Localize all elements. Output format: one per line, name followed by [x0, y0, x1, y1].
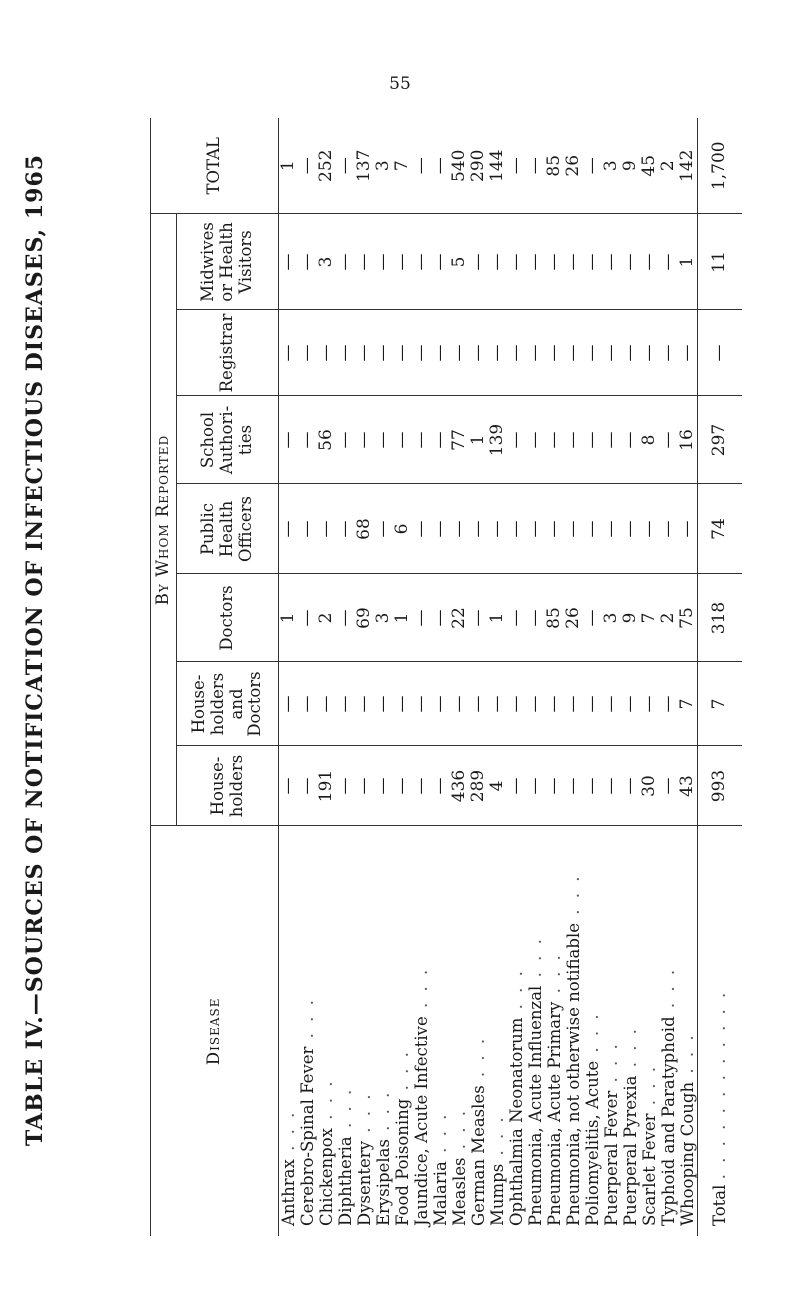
cell-midwives: —: [507, 214, 526, 310]
cell-householders-doctors: —: [640, 662, 659, 746]
cell-registrar: —: [374, 310, 393, 396]
disease-name: Puerperal Fever: [602, 1090, 621, 1226]
cell-doctors: —: [507, 574, 526, 662]
cell-total: 26: [563, 154, 583, 177]
cell-midwives: —: [640, 214, 659, 310]
cell-doctors: 1: [393, 574, 412, 662]
cell-midwives: —: [583, 214, 602, 310]
notification-table-rotated: [150, 118, 730, 1236]
leader-dots: . . .: [545, 952, 564, 1002]
cell-registrar: —: [469, 310, 488, 396]
cell-doctors: 26: [564, 574, 583, 662]
table-row: [526, 118, 545, 1236]
cell-midwives: 5: [450, 214, 469, 310]
cell-total: —: [430, 157, 450, 175]
cell-registrar: —: [564, 310, 583, 396]
cell-public-health: —: [279, 484, 299, 574]
cell-householders-doctors: —: [412, 662, 431, 746]
cell-school: 16: [678, 396, 698, 484]
cell-total: 137: [354, 149, 374, 182]
cell-school: —: [526, 396, 545, 484]
cell-householders-doctors: —: [355, 662, 374, 746]
disease-name: Ophthalmia Neonatorum: [507, 1017, 526, 1226]
disease-name: Pneumonia, Acute Influenzal: [526, 985, 545, 1226]
cell-householders-doctors: —: [507, 662, 526, 746]
col-header-school: School Authori-ties: [198, 405, 255, 475]
disease-name: Erysipelas: [374, 1139, 393, 1226]
cell-doctors: —: [469, 574, 488, 662]
total-midwives: 11: [698, 214, 742, 310]
col-header-doctors: Doctors: [217, 585, 237, 651]
cell-householders-doctors: 7: [678, 662, 698, 746]
table-row: [488, 118, 507, 1236]
cell-doctors: —: [431, 574, 450, 662]
cell-registrar: —: [507, 310, 526, 396]
cell-householders-doctors: —: [659, 662, 678, 746]
table-row: [374, 118, 393, 1236]
cell-public-health: —: [298, 484, 317, 574]
cell-householders: —: [545, 746, 564, 826]
cell-midwives: —: [659, 214, 678, 310]
leader-dots: . . .: [412, 966, 431, 1017]
disease-name: Anthrax: [279, 1159, 298, 1226]
cell-public-health: —: [678, 484, 698, 574]
cell-school: —: [374, 396, 393, 484]
table-row: [564, 118, 583, 1236]
cell-registrar: —: [602, 310, 621, 396]
cell-registrar: —: [279, 310, 299, 396]
cell-householders: —: [393, 746, 412, 826]
cell-householders: —: [507, 746, 526, 826]
table-row: [412, 118, 431, 1236]
cell-midwives: —: [545, 214, 564, 310]
cell-school: 77: [450, 396, 469, 484]
cell-doctors: 2: [659, 574, 678, 662]
table-body: [279, 118, 698, 1236]
cell-total: 290: [468, 149, 488, 182]
cell-total: 1: [278, 160, 298, 172]
cell-public-health: —: [640, 484, 659, 574]
total-registrar: —: [698, 310, 742, 396]
cell-registrar: —: [431, 310, 450, 396]
leader-dots: . . .: [583, 1011, 602, 1061]
col-header-public-health: Public Health Officers: [198, 496, 255, 562]
cell-registrar: —: [412, 310, 431, 396]
cell-registrar: —: [488, 310, 507, 396]
cell-school: —: [412, 396, 431, 484]
leader-dots: . . .: [602, 1041, 621, 1091]
leader-dots: . . .: [640, 1064, 659, 1114]
cell-midwives: —: [412, 214, 431, 310]
disease-header: Disease: [204, 997, 224, 1066]
page-number: 55: [389, 74, 411, 94]
cell-school: —: [507, 396, 526, 484]
disease-name: Food Poisoning: [393, 1098, 412, 1226]
cell-midwives: —: [526, 214, 545, 310]
cell-doctors: —: [298, 574, 317, 662]
cell-householders: —: [564, 746, 583, 826]
col-header-householders-doctors: House-holders and Doctors: [188, 671, 265, 737]
leader-dots: . . .: [507, 968, 526, 1018]
table-row: [279, 118, 299, 1236]
cell-householders-doctors: —: [488, 662, 507, 746]
cell-public-health: —: [469, 484, 488, 574]
leader-dots: . . .: [678, 1032, 697, 1082]
cell-total: 3: [601, 160, 621, 172]
table-row: [640, 118, 659, 1236]
cell-public-health: —: [545, 484, 564, 574]
cell-registrar: —: [317, 310, 336, 396]
leader-dots: . . .: [317, 1078, 336, 1129]
leader-dots: . . .: [374, 1089, 393, 1140]
cell-school: 139: [488, 396, 507, 484]
cell-householders-doctors: —: [583, 662, 602, 746]
disease-name: Mumps: [488, 1163, 507, 1226]
leader-dots: . . .: [336, 1086, 355, 1137]
cell-total: 252: [316, 149, 336, 182]
notification-table: [150, 118, 742, 1236]
table-row: [336, 118, 355, 1236]
table-row: [469, 118, 488, 1236]
cell-school: —: [659, 396, 678, 484]
cell-public-health: 68: [355, 484, 374, 574]
cell-public-health: 6: [393, 484, 412, 574]
table-row: [431, 118, 450, 1236]
table-row: [583, 118, 602, 1236]
cell-public-health: —: [507, 484, 526, 574]
cell-school: —: [279, 396, 299, 484]
cell-doctors: 22: [450, 574, 469, 662]
cell-householders-doctors: —: [336, 662, 355, 746]
cell-householders: —: [279, 746, 299, 826]
cell-total: 142: [677, 149, 697, 182]
cell-householders: —: [583, 746, 602, 826]
leader-dots: . . .: [355, 1091, 374, 1141]
disease-name: Diphtheria: [336, 1136, 355, 1226]
leader-dots: . . .: [659, 966, 678, 1017]
cell-registrar: —: [298, 310, 317, 396]
disease-name: Scarlet Fever: [640, 1113, 659, 1226]
leader-dots: . . .: [564, 873, 583, 923]
cell-doctors: 3: [374, 574, 393, 662]
leader-dots: . . .: [279, 1109, 298, 1160]
cell-total: 7: [392, 160, 412, 172]
cell-householders: 289: [469, 746, 488, 826]
disease-name: Pneumonia, not otherwise notifiable: [564, 922, 583, 1226]
total-label: Total: [710, 1184, 730, 1226]
table-row: [355, 118, 374, 1236]
disease-name: Jaundice, Acute Infective: [412, 1016, 431, 1226]
cell-doctors: 1: [488, 574, 507, 662]
cell-householders: 30: [640, 746, 659, 826]
table-row: [507, 118, 526, 1236]
cell-householders: —: [526, 746, 545, 826]
disease-name: Whooping Cough: [678, 1081, 697, 1226]
cell-householders: —: [355, 746, 374, 826]
cell-midwives: —: [564, 214, 583, 310]
cell-householders: —: [621, 746, 640, 826]
cell-public-health: —: [336, 484, 355, 574]
disease-name: Typhoid and Paratyphoid: [659, 1016, 678, 1226]
table-title: TABLE IV.—SOURCES OF NOTIFICATION OF INFECTIOUS DISEASES, 1965: [22, 153, 48, 1147]
disease-name: Measles: [450, 1157, 469, 1226]
cell-householders: —: [374, 746, 393, 826]
cell-school: —: [355, 396, 374, 484]
leader-dots: . . .: [393, 1049, 412, 1099]
cell-householders-doctors: —: [469, 662, 488, 746]
total-doctors: 318: [698, 574, 742, 662]
table-row: [659, 118, 678, 1236]
cell-householders-doctors: —: [602, 662, 621, 746]
cell-total: —: [335, 157, 355, 175]
cell-registrar: —: [336, 310, 355, 396]
cell-school: 8: [640, 396, 659, 484]
table-title-container: [15, 60, 55, 1240]
cell-midwives: —: [393, 214, 412, 310]
cell-doctors: 69: [355, 574, 374, 662]
cell-total: —: [411, 157, 431, 175]
cell-school: 56: [317, 396, 336, 484]
cell-householders-doctors: —: [317, 662, 336, 746]
cell-total: —: [525, 157, 545, 175]
cell-school: —: [431, 396, 450, 484]
cell-householders-doctors: —: [564, 662, 583, 746]
cell-registrar: —: [545, 310, 564, 396]
table-row: [602, 118, 621, 1236]
col-header-registrar: Registrar: [217, 313, 237, 393]
cell-public-health: —: [583, 484, 602, 574]
cell-householders-doctors: —: [526, 662, 545, 746]
total-public-health: 74: [698, 484, 742, 574]
cell-householders: 43: [678, 746, 698, 826]
cell-doctors: 1: [279, 574, 299, 662]
cell-total: —: [297, 157, 317, 175]
cell-public-health: —: [488, 484, 507, 574]
cell-public-health: —: [450, 484, 469, 574]
cell-school: —: [583, 396, 602, 484]
table-row: [393, 118, 412, 1236]
leader-dots: . . .: [450, 1108, 469, 1158]
header-row-group: [151, 118, 177, 1236]
cell-school: —: [298, 396, 317, 484]
table-row: [298, 118, 317, 1236]
leader-dots: . . .: [621, 1026, 640, 1076]
total-grand: 1,700: [698, 118, 742, 214]
disease-name: Chickenpox: [317, 1128, 336, 1226]
table-row: [317, 118, 336, 1236]
leader-dots: . . . . . . . . . . . .: [710, 989, 730, 1180]
cell-doctors: —: [583, 574, 602, 662]
total-school: 297: [698, 396, 742, 484]
disease-name: Malaria: [431, 1161, 450, 1226]
cell-registrar: —: [450, 310, 469, 396]
total-header: TOTAL: [204, 137, 224, 195]
cell-total: —: [582, 157, 602, 175]
cell-midwives: —: [355, 214, 374, 310]
table-row: [450, 118, 469, 1236]
cell-public-health: —: [431, 484, 450, 574]
cell-midwives: —: [431, 214, 450, 310]
disease-name: German Measles: [469, 1085, 488, 1226]
disease-name: Cerebro-Spinal Fever: [298, 1046, 317, 1226]
cell-total: 45: [639, 154, 659, 177]
cell-school: —: [393, 396, 412, 484]
table-row: [545, 118, 564, 1236]
cell-total: 9: [620, 160, 640, 172]
disease-name: Dysentery: [355, 1140, 374, 1226]
cell-midwives: —: [336, 214, 355, 310]
cell-midwives: —: [488, 214, 507, 310]
cell-householders: —: [431, 746, 450, 826]
cell-registrar: —: [621, 310, 640, 396]
cell-total: 2: [658, 160, 678, 172]
cell-householders-doctors: —: [450, 662, 469, 746]
disease-name: Puerperal Pyrexia: [621, 1075, 640, 1226]
cell-householders: —: [336, 746, 355, 826]
cell-doctors: 9: [621, 574, 640, 662]
leader-dots: . . .: [526, 936, 545, 986]
cell-registrar: —: [583, 310, 602, 396]
cell-midwives: 3: [317, 214, 336, 310]
cell-householders-doctors: —: [431, 662, 450, 746]
col-header-householders: House-holders: [207, 754, 246, 818]
disease-name: Pneumonia, Acute Primary: [545, 1001, 564, 1226]
cell-public-health: —: [526, 484, 545, 574]
cell-householders: 4: [488, 746, 507, 826]
cell-householders: 191: [317, 746, 336, 826]
cell-public-health: —: [659, 484, 678, 574]
cell-householders-doctors: —: [298, 662, 317, 746]
total-householders: 993: [698, 746, 742, 826]
cell-public-health: —: [317, 484, 336, 574]
by-whom-header: By Whom Reported: [153, 434, 173, 606]
cell-doctors: 3: [602, 574, 621, 662]
cell-total: —: [506, 157, 526, 175]
disease-name: Poliomyelitis, Acute: [583, 1060, 602, 1226]
cell-school: —: [336, 396, 355, 484]
cell-registrar: —: [640, 310, 659, 396]
cell-householders-doctors: —: [393, 662, 412, 746]
col-header-midwives: Midwives or Health Visitors: [198, 222, 255, 302]
cell-total: 85: [544, 154, 564, 177]
table-row: [678, 118, 698, 1236]
cell-householders: —: [412, 746, 431, 826]
cell-school: —: [564, 396, 583, 484]
cell-midwives: 1: [678, 214, 698, 310]
cell-public-health: —: [621, 484, 640, 574]
cell-doctors: 75: [678, 574, 698, 662]
cell-doctors: —: [412, 574, 431, 662]
cell-registrar: —: [355, 310, 374, 396]
total-row: [698, 118, 742, 1236]
cell-householders: —: [602, 746, 621, 826]
cell-school: —: [602, 396, 621, 484]
leader-dots: . . .: [488, 1114, 507, 1164]
cell-registrar: —: [659, 310, 678, 396]
cell-midwives: —: [621, 214, 640, 310]
cell-total: 3: [373, 160, 393, 172]
cell-householders: —: [659, 746, 678, 826]
cell-householders-doctors: —: [621, 662, 640, 746]
cell-school: —: [621, 396, 640, 484]
cell-public-health: —: [374, 484, 393, 574]
cell-registrar: —: [526, 310, 545, 396]
cell-school: 1: [469, 396, 488, 484]
cell-doctors: 7: [640, 574, 659, 662]
cell-total: 540: [449, 149, 469, 182]
table-row: [621, 118, 640, 1236]
cell-school: —: [545, 396, 564, 484]
cell-doctors: 2: [317, 574, 336, 662]
cell-midwives: —: [469, 214, 488, 310]
cell-householders-doctors: —: [545, 662, 564, 746]
cell-householders-doctors: —: [374, 662, 393, 746]
leader-dots: . . .: [298, 997, 317, 1047]
cell-midwives: —: [374, 214, 393, 310]
cell-householders-doctors: —: [279, 662, 299, 746]
cell-householders: —: [298, 746, 317, 826]
cell-public-health: —: [602, 484, 621, 574]
cell-midwives: —: [602, 214, 621, 310]
cell-public-health: —: [412, 484, 431, 574]
cell-doctors: 85: [545, 574, 564, 662]
cell-public-health: —: [564, 484, 583, 574]
cell-doctors: —: [526, 574, 545, 662]
cell-total: 144: [487, 149, 507, 182]
cell-midwives: —: [298, 214, 317, 310]
leader-dots: . . .: [469, 1035, 488, 1086]
cell-registrar: —: [678, 310, 698, 396]
total-householders-doctors: 7: [698, 662, 742, 746]
leader-dots: . . .: [431, 1111, 450, 1162]
cell-householders: 436: [450, 746, 469, 826]
cell-registrar: —: [393, 310, 412, 396]
cell-midwives: —: [279, 214, 299, 310]
cell-doctors: —: [336, 574, 355, 662]
